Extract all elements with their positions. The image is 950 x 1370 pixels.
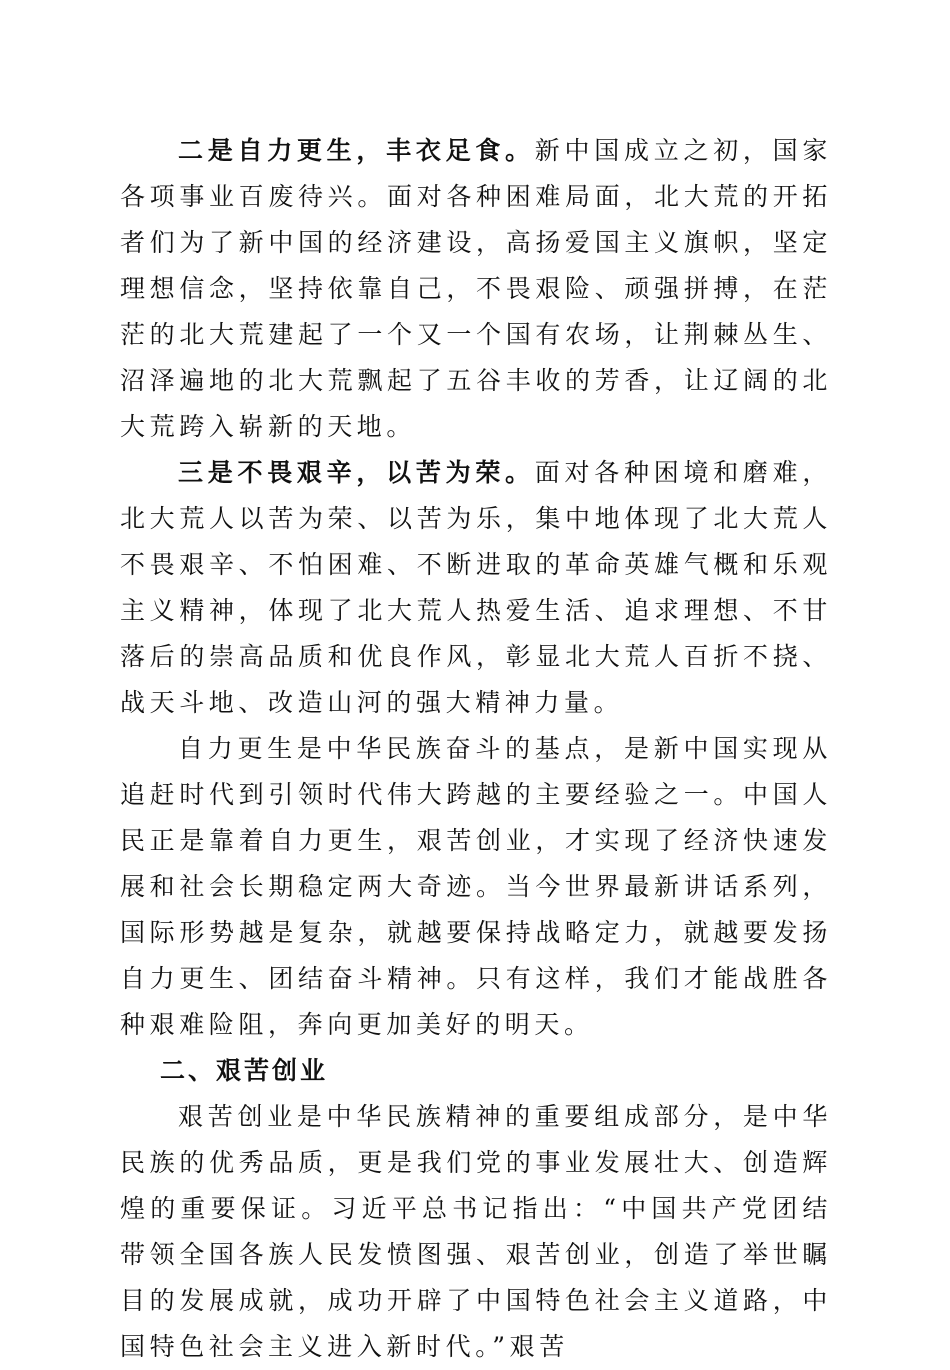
paragraph-hardship (120, 450, 832, 726)
paragraph-text: 自力更生是中华民族奋斗的基点，是新中国实现从追赶时代到引领时代伟大跨越的主要经验之一。中国人民正是靠着自力更生，艰苦创业，才实现了经济快速发展和社会长期稳定两大奇迹。当今世界最新讲话系列，国际形势越是复杂，就越要保持战略定力，就越要发扬自力更生、团结奋斗精神。只有这样，我们才能战胜各种艰难险阻，奔向更加美好的明天。 (120, 734, 832, 1039)
paragraph-text: 面对各种困境和磨难，北大荒人以苦为荣、以苦为乐，集中地体现了北大荒人不畏艰辛、不怕困难、不断进取的革命英雄气概和乐观主义精神，体现了北大荒人热爱生活、追求理想、不甘落后的崇高品质和优良作风，彰显北大荒人百折不挠、战天斗地、改造山河的强大精神力量。 (120, 458, 832, 717)
paragraph-hard-work (120, 1094, 832, 1370)
document-body (120, 128, 832, 1370)
paragraph-self-reliance (120, 128, 832, 450)
paragraph-lead: 二是自力更生，丰衣足食。 (178, 136, 535, 165)
paragraph-text: 艰苦创业是中华民族精神的重要组成部分，是中华民族的优秀品质，更是我们党的事业发展壮大、创造辉煌的重要保证。习近平总书记指出：“中国共产党团结带领全国各族人民发愤图强、艰苦创业，创造了举世瞩目的发展成就，成功开辟了中国特色社会主义道路，中国特色社会主义进入新时代。”艰苦 (120, 1102, 832, 1361)
paragraph-self-reliance-summary (120, 726, 832, 1048)
section-heading: 二、艰苦创业 (160, 1056, 329, 1085)
paragraph-lead: 三是不畏艰辛，以苦为荣。 (178, 458, 535, 487)
paragraph-text: 新中国成立之初，国家各项事业百废待兴。面对各种困难局面，北大荒的开拓者们为了新中国的经济建设，高扬爱国主义旗帜，坚定理想信念，坚持依靠自己，不畏艰险、顽强拼搏，在茫茫的北大荒建起了一个又一个国有农场，让荆棘丛生、沼泽遍地的北大荒飘起了五谷丰收的芳香，让辽阔的北大荒跨入崭新的天地。 (120, 136, 832, 441)
